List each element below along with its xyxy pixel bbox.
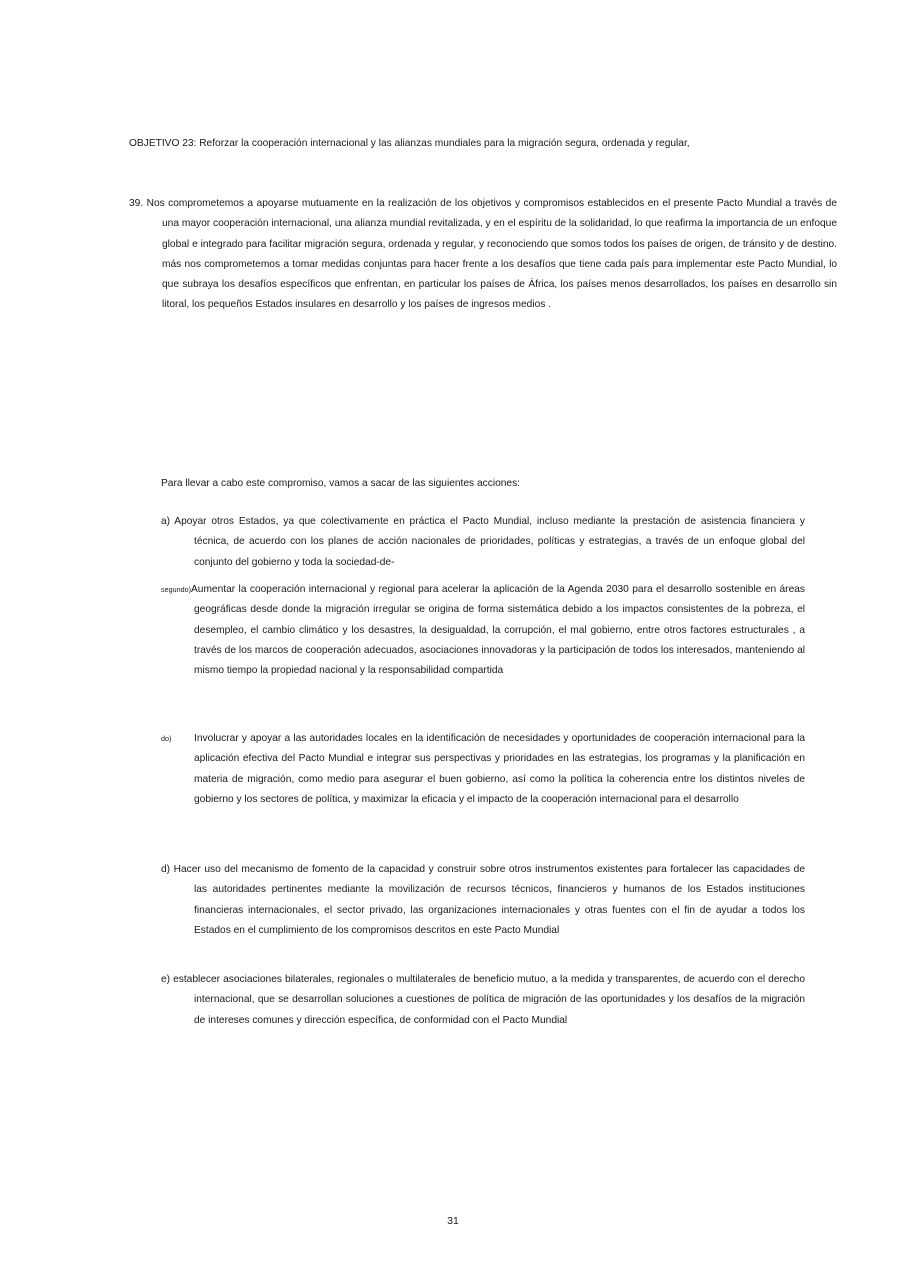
- action-item-d: [161, 860, 805, 941]
- action-item-c-text: Involucrar y apoyar a las autoridades locales en la identificación de necesidades y oportunidades de cooperación internacional para la aplicación efectiva del Pacto Mundial e integrar sus perspectivas y prioridades en las estrategias, los programas y la planificación en materia de migración, como medio para asegurar el buen gobierno, así como la política la coherencia entre los distintos niveles de gobierno y los sectores de política, y maximizar la eficacia y el impacto de la cooperación internacional para el desarrollo: [194, 733, 805, 805]
- action-item-b-text: Aumentar la cooperación internacional y regional para acelerar la aplicación de la Agenda 2030 para el desarrollo sostenible en áreas geográficas desde donde la migración irregular se origina de forma sistemática debido a los impactos consistentes de la pobreza, el desempleo, el cambio climático y los desastres, la desigualdad, la corrupción, el mal gobierno, entre otros factores estructurales , a través de los marcos de cooperación adecuados, asociaciones innovadoras y la participación de todos los interesados, manteniendo al mismo tiempo la propiedad nacional y la responsabilidad compartida: [190, 584, 805, 677]
- page-number: 31: [447, 1215, 459, 1227]
- actions-intro: Para llevar a cabo este compromiso, vamos a sacar de las siguientes acciones:: [161, 478, 520, 489]
- objective-heading: OBJETIVO 23: Reforzar la cooperación internacional y las alianzas mundiales para la migración segura, ordenada y regular,: [129, 138, 690, 149]
- action-item-b: [161, 580, 805, 681]
- action-item-b-marker: segundo): [161, 585, 191, 594]
- action-item-c-marker: do): [161, 734, 172, 743]
- action-item-a: [161, 512, 805, 573]
- action-item-e-text: e) establecer asociaciones bilaterales, regionales o multilaterales de beneficio mutuo, a la medida y transparentes, de acuerdo con el derecho internacional, que se desarrollan soluciones a cuestiones de política de migración de las oportunidades y los desafíos de la migración de intereses comunes y dirección específica, de conformidad con el Pacto Mundial: [161, 974, 805, 1026]
- paragraph-39: 39. Nos comprometemos a apoyarse mutuamente en la realización de los objetivos y compromisos establecidos en el presente Pacto Mundial a través de una mayor cooperación internacional, una alianza mundial revitalizada, y en el espíritu de la solidaridad, lo que reafirma la importancia de un enfoque global e integrado para facilitar migración segura, ordenada y regular, y reconociendo que somos todos los países de origen, de tránsito y de destino. más nos comprometemos a tomar medidas conjuntas para hacer frente a los desafíos que tiene cada país para implementar este Pacto Mundial, lo que subraya los desafíos específicos que enfrentan, en particular los países de África, los países menos desarrollados, los países en desarrollo sin litoral, los pequeños Estados insulares en desarrollo y los países de ingresos medios .: [129, 198, 837, 311]
- action-item-c: [161, 729, 805, 810]
- action-item-e: [161, 970, 805, 1031]
- action-item-a-text: a) Apoyar otros Estados, ya que colectivamente en práctica el Pacto Mundial, incluso mediante la prestación de asistencia financiera y técnica, de acuerdo con los planes de acción nacionales de prioridades, políticas y estrategias, a través de un enfoque global del conjunto del gobierno y toda la sociedad-de-: [161, 516, 805, 568]
- action-item-d-text: d) Hacer uso del mecanismo de fomento de la capacidad y construir sobre otros instrumentos existentes para fortalecer las capacidades de las autoridades pertinentes mediante la movilización de recursos técnicos, financieros y humanos de los Estados instituciones financieras internacionales, el sector privado, las organizaciones internacionales y otras fuentes con el fin de ayudar a todos los Estados en el cumplimiento de los compromisos descritos en este Pacto Mundial: [161, 864, 805, 936]
